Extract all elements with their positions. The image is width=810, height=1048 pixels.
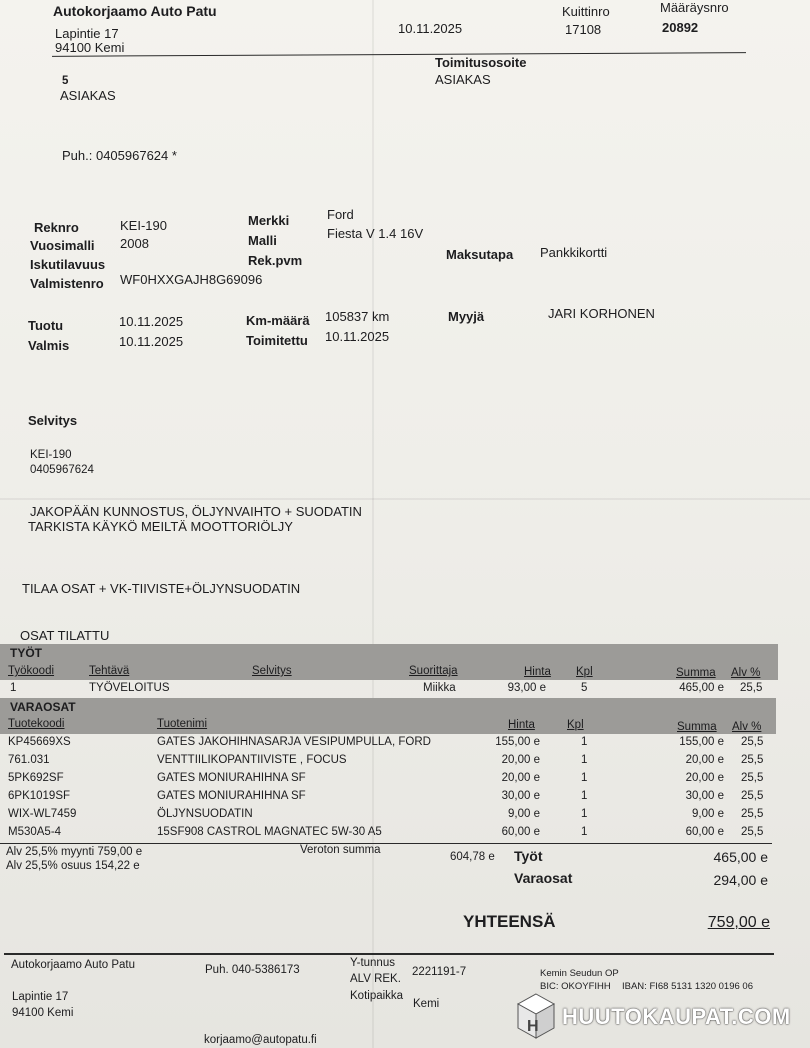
tuotu-value: 10.11.2025 bbox=[119, 314, 184, 329]
footer-iban: IBAN: FI68 5131 1320 0196 06 bbox=[622, 981, 753, 992]
receipt-label: Kuittinro bbox=[562, 4, 610, 19]
varaosat-col-header: Summa bbox=[677, 721, 717, 733]
table-row bbox=[0, 806, 810, 824]
part-qty: 1 bbox=[581, 826, 588, 838]
alv-share: Alv 25,5% osuus 154,22 e bbox=[6, 860, 140, 872]
part-vat: 25,5 bbox=[741, 826, 764, 838]
customer-name: ASIAKAS bbox=[60, 88, 116, 103]
veroton-label: Veroton summa bbox=[300, 844, 381, 856]
varaosat-col-header: Hinta bbox=[508, 719, 535, 731]
table-row bbox=[0, 770, 810, 788]
watermark-text: HUUTOKAUPAT.COM bbox=[562, 1004, 791, 1029]
footer-ytunnus-label: Y-tunnus bbox=[350, 957, 395, 969]
tuotu-label: Tuotu bbox=[28, 318, 64, 333]
tyot-price: 93,00 e bbox=[507, 682, 546, 694]
tyot-worker: Miikka bbox=[423, 682, 456, 694]
tyot-col-header: Suorittaja bbox=[409, 665, 458, 677]
part-vat: 25,5 bbox=[741, 754, 764, 766]
part-name: GATES JAKOHIHNASARJA VESIPUMPULLA, FORD bbox=[157, 736, 431, 748]
part-sum: 30,00 e bbox=[685, 790, 724, 802]
maksutapa-label: Maksutapa bbox=[446, 247, 514, 262]
tyot-col-header: Työkoodi bbox=[8, 665, 55, 677]
part-sum: 60,00 e bbox=[685, 826, 724, 838]
company-name: Autokorjaamo Auto Patu bbox=[53, 3, 217, 19]
part-vat: 25,5 bbox=[741, 736, 764, 748]
selvitys-line: JAKOPÄÄN KUNNOSTUS, ÖLJYNVAIHTO + SUODATIN bbox=[30, 504, 362, 519]
part-code: KP45669XS bbox=[8, 736, 71, 748]
valmistenro-label: Valmistenro bbox=[30, 276, 104, 291]
tyot-task: TYÖVELOITUS bbox=[89, 682, 170, 694]
myyja-value: JARI KORHONEN bbox=[548, 306, 655, 321]
part-vat: 25,5 bbox=[741, 808, 764, 820]
part-qty: 1 bbox=[581, 754, 588, 766]
selvitys-line: TARKISTA KÄYKÖ MEILTÄ MOOTTORIÖLJY bbox=[28, 519, 293, 534]
valmis-label: Valmis bbox=[28, 338, 70, 353]
selvitys-line: OSAT TILATTU bbox=[20, 628, 110, 643]
varaosat-section-title: VARAOSAT bbox=[10, 700, 76, 714]
footer-bic: BIC: OKOYFIHH bbox=[540, 981, 611, 992]
km-value: 105837 km bbox=[325, 309, 390, 324]
part-code: WIX-WL7459 bbox=[8, 808, 77, 820]
footer-company: Autokorjaamo Auto Patu bbox=[11, 959, 136, 971]
veroton-value: 604,78 e bbox=[450, 851, 495, 863]
part-qty: 1 bbox=[581, 808, 588, 820]
part-qty: 1 bbox=[581, 736, 588, 748]
part-price: 60,00 e bbox=[501, 826, 540, 838]
part-code: 5PK692SF bbox=[8, 772, 64, 784]
order-label: Määräysnro bbox=[660, 0, 729, 15]
tyot-qty: 5 bbox=[581, 682, 588, 694]
tyot-section-title: TYÖT bbox=[10, 646, 42, 660]
tyot-code: 1 bbox=[10, 682, 17, 694]
tyot-col-header: Tehtävä bbox=[89, 665, 130, 677]
delivery-name: ASIAKAS bbox=[435, 72, 491, 87]
header-divider bbox=[52, 52, 746, 57]
part-name: GATES MONIURAHIHNA SF bbox=[157, 772, 306, 784]
tyot-total-value: 465,00 e bbox=[713, 849, 768, 865]
varaosat-total-value: 294,00 e bbox=[713, 872, 768, 888]
part-code: M530A5-4 bbox=[8, 826, 62, 838]
receipt-number: 17108 bbox=[565, 22, 602, 37]
iskutilavuus-label: Iskutilavuus bbox=[30, 257, 106, 272]
footer-alvrek: ALV REK. bbox=[350, 973, 401, 985]
table-row bbox=[0, 734, 810, 752]
part-sum: 20,00 e bbox=[685, 772, 724, 784]
table-row bbox=[0, 752, 810, 770]
tyot-col-header: Summa bbox=[676, 667, 716, 679]
part-name: 15SF908 CASTROL MAGNATEC 5W-30 A5 bbox=[157, 826, 382, 838]
invoice-date: 10.11.2025 bbox=[398, 21, 463, 36]
valmistenro-value: WF0HXXGAJH8G69096 bbox=[120, 272, 263, 287]
part-sum: 9,00 e bbox=[692, 808, 724, 820]
tyot-col-header: Selvitys bbox=[252, 665, 292, 677]
part-price: 30,00 e bbox=[501, 790, 540, 802]
km-label: Km-määrä bbox=[246, 313, 310, 328]
reknro-label: Reknro bbox=[34, 220, 79, 235]
paper-fold bbox=[372, 0, 374, 1048]
vuosimalli-label: Vuosimalli bbox=[30, 238, 95, 253]
malli-label: Malli bbox=[248, 233, 277, 248]
part-name: VENTTIILIKOPANTIIVISTE , FOCUS bbox=[157, 754, 347, 766]
alv-sales: Alv 25,5% myynti 759,00 e bbox=[6, 846, 143, 858]
tyot-sum: 465,00 e bbox=[679, 682, 724, 694]
tyot-col-header: Hinta bbox=[524, 666, 551, 678]
varaosat-col-header: Tuotenimi bbox=[157, 718, 208, 730]
malli-value: Fiesta V 1.4 16V bbox=[327, 226, 424, 241]
delivery-address-label: Toimitusosoite bbox=[435, 55, 527, 70]
toimitettu-label: Toimitettu bbox=[246, 333, 308, 348]
part-vat: 25,5 bbox=[741, 790, 764, 802]
footer-bank: Kemin Seudun OP bbox=[540, 968, 619, 979]
selvitys-line: KEI-190 bbox=[30, 449, 72, 461]
merkki-label: Merkki bbox=[248, 213, 290, 228]
varaosat-header-band bbox=[0, 698, 776, 734]
footer-street: Lapintie 17 bbox=[12, 991, 69, 1003]
footer-email: korjaamo@autopatu.fi bbox=[204, 1034, 317, 1046]
vuosimalli-value: 2008 bbox=[120, 236, 149, 251]
tyot-vat: 25,5 bbox=[740, 682, 763, 694]
cube-logo-icon bbox=[516, 992, 556, 1040]
paper-fold bbox=[0, 498, 810, 500]
part-qty: 1 bbox=[581, 790, 588, 802]
tyot-col-header: Kpl bbox=[576, 666, 593, 678]
footer-divider bbox=[4, 953, 774, 955]
valmis-value: 10.11.2025 bbox=[119, 334, 184, 349]
customer-number: 5 bbox=[62, 75, 69, 87]
customer-phone: Puh.: 0405967624 * bbox=[62, 148, 177, 163]
part-name: ÖLJYNSUODATIN bbox=[157, 808, 253, 820]
varaosat-total-label: Varaosat bbox=[514, 870, 573, 886]
selvitys-line: 0405967624 bbox=[30, 464, 94, 476]
footer-kotipaikka-label: Kotipaikka bbox=[350, 990, 404, 1002]
part-price: 155,00 e bbox=[495, 736, 540, 748]
myyja-label: Myyjä bbox=[448, 309, 485, 324]
part-name: GATES MONIURAHIHNA SF bbox=[157, 790, 306, 802]
table-row bbox=[0, 824, 810, 842]
maksutapa-value: Pankkikortti bbox=[540, 245, 608, 260]
reknro-value: KEI-190 bbox=[120, 218, 167, 233]
footer-city: 94100 Kemi bbox=[12, 1007, 74, 1019]
selvitys-title: Selvitys bbox=[28, 413, 78, 428]
table-bottom-divider bbox=[0, 843, 772, 844]
part-qty: 1 bbox=[581, 772, 588, 784]
footer-phone: Puh. 040-5386173 bbox=[205, 964, 300, 976]
tyot-total-label: Työt bbox=[514, 848, 543, 864]
order-number: 20892 bbox=[662, 20, 699, 35]
grand-total-value: 759,00 e bbox=[707, 914, 770, 931]
company-city: 94100 Kemi bbox=[55, 40, 125, 55]
part-sum: 155,00 e bbox=[679, 736, 724, 748]
footer-kotipaikka: Kemi bbox=[413, 998, 440, 1010]
varaosat-col-header: Kpl bbox=[567, 719, 584, 731]
grand-total-label: YHTEENSÄ bbox=[463, 912, 556, 931]
merkki-value: Ford bbox=[327, 207, 354, 222]
svg-text:H: H bbox=[527, 1018, 539, 1035]
part-vat: 25,5 bbox=[741, 772, 764, 784]
tyot-col-header: Alv % bbox=[731, 667, 761, 679]
part-price: 9,00 e bbox=[508, 808, 540, 820]
part-price: 20,00 e bbox=[501, 754, 540, 766]
company-street: Lapintie 17 bbox=[55, 26, 119, 41]
toimitettu-value: 10.11.2025 bbox=[325, 329, 390, 344]
table-row bbox=[0, 788, 810, 806]
varaosat-col-header: Alv % bbox=[732, 721, 762, 733]
varaosat-col-header: Tuotekoodi bbox=[8, 718, 65, 730]
part-code: 761.031 bbox=[8, 754, 50, 766]
part-code: 6PK1019SF bbox=[8, 790, 71, 802]
footer-ytunnus: 2221191-7 bbox=[412, 966, 467, 978]
selvitys-line: TILAA OSAT + VK-TIIVISTE+ÖLJYNSUODATIN bbox=[22, 581, 301, 596]
rekpvm-label: Rek.pvm bbox=[248, 253, 303, 268]
part-sum: 20,00 e bbox=[685, 754, 724, 766]
part-price: 20,00 e bbox=[501, 772, 540, 784]
table-row bbox=[0, 680, 810, 698]
